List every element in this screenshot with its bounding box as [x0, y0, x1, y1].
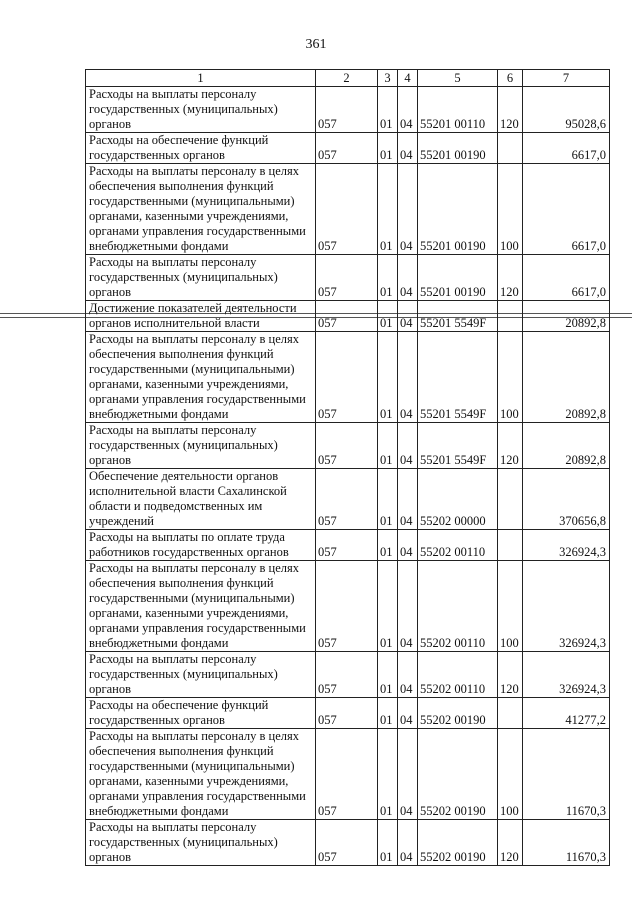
row-expense-type-code: 120 [498, 87, 523, 133]
row-amount: 326924,3 [523, 530, 610, 561]
row-target-article-code: 55201 00190 [418, 164, 498, 255]
row-section-code: 01 [378, 423, 398, 469]
row-target-article-code: 55201 5549F [418, 301, 498, 332]
row-expense-type-code: 120 [498, 423, 523, 469]
table-row [86, 469, 610, 530]
row-expense-type-code: 120 [498, 652, 523, 698]
table-row [86, 423, 610, 469]
row-department-code: 057 [316, 87, 378, 133]
column-header: 3 [378, 70, 398, 87]
row-name: Расходы на выплаты персоналу в целях обеспечения выполнения функций государственными (муниципальными) органами, казенными учреждениями, органами управления государственными внебюджетными фондами [86, 332, 316, 423]
row-department-code: 057 [316, 133, 378, 164]
row-subsection-code: 04 [398, 332, 418, 423]
row-target-article-code: 55201 5549F [418, 332, 498, 423]
table-row [86, 255, 610, 301]
row-amount: 20892,8 [523, 301, 610, 332]
table-row [86, 652, 610, 698]
row-name: Расходы на выплаты персоналу в целях обеспечения выполнения функций государственными (муниципальными) органами, казенными учреждениями, органами управления государственными внебюджетными фондами [86, 164, 316, 255]
row-section-code: 01 [378, 729, 398, 820]
row-department-code: 057 [316, 820, 378, 866]
column-header: 1 [86, 70, 316, 87]
row-section-code: 01 [378, 301, 398, 332]
row-subsection-code: 04 [398, 469, 418, 530]
budget-table [85, 69, 610, 866]
row-expense-type-code: 120 [498, 255, 523, 301]
row-name: Расходы на выплаты персоналу государственных (муниципальных) органов [86, 652, 316, 698]
column-header: 4 [398, 70, 418, 87]
table-row [86, 729, 610, 820]
row-amount: 95028,6 [523, 87, 610, 133]
row-target-article-code: 55202 00000 [418, 469, 498, 530]
row-department-code: 057 [316, 301, 378, 332]
table-row [86, 164, 610, 255]
column-header: 6 [498, 70, 523, 87]
row-subsection-code: 04 [398, 561, 418, 652]
table-row [86, 698, 610, 729]
row-target-article-code: 55202 00110 [418, 561, 498, 652]
row-subsection-code: 04 [398, 820, 418, 866]
row-amount: 6617,0 [523, 255, 610, 301]
row-name: Расходы на обеспечение функций государственных органов [86, 698, 316, 729]
table-row [86, 332, 610, 423]
row-subsection-code: 04 [398, 729, 418, 820]
row-name: Расходы на выплаты персоналу государственных (муниципальных) органов [86, 423, 316, 469]
row-department-code: 057 [316, 530, 378, 561]
row-amount: 6617,0 [523, 133, 610, 164]
row-section-code: 01 [378, 698, 398, 729]
row-department-code: 057 [316, 698, 378, 729]
row-department-code: 057 [316, 255, 378, 301]
row-target-article-code: 55201 00190 [418, 133, 498, 164]
row-expense-type-code [498, 133, 523, 164]
row-amount: 20892,8 [523, 423, 610, 469]
row-subsection-code: 04 [398, 164, 418, 255]
row-section-code: 01 [378, 530, 398, 561]
row-target-article-code: 55202 00110 [418, 652, 498, 698]
row-target-article-code: 55202 00190 [418, 698, 498, 729]
row-amount: 370656,8 [523, 469, 610, 530]
row-section-code: 01 [378, 820, 398, 866]
row-section-code: 01 [378, 652, 398, 698]
row-subsection-code: 04 [398, 133, 418, 164]
row-target-article-code: 55202 00110 [418, 530, 498, 561]
row-section-code: 01 [378, 332, 398, 423]
row-expense-type-code: 100 [498, 164, 523, 255]
row-subsection-code: 04 [398, 530, 418, 561]
row-subsection-code: 04 [398, 698, 418, 729]
row-target-article-code: 55201 5549F [418, 423, 498, 469]
row-section-code: 01 [378, 133, 398, 164]
column-header: 7 [523, 70, 610, 87]
row-section-code: 01 [378, 164, 398, 255]
row-name: Обеспечение деятельности органов исполнительной власти Сахалинской области и подведомственных им учреждений [86, 469, 316, 530]
row-expense-type-code: 100 [498, 332, 523, 423]
row-subsection-code: 04 [398, 652, 418, 698]
row-amount: 20892,8 [523, 332, 610, 423]
column-header-row [86, 70, 610, 87]
row-name: Расходы на выплаты персоналу в целях обеспечения выполнения функций государственными (муниципальными) органами, казенными учреждениями, органами управления государственными внебюджетными фондами [86, 729, 316, 820]
row-expense-type-code [498, 530, 523, 561]
row-subsection-code: 04 [398, 301, 418, 332]
row-subsection-code: 04 [398, 255, 418, 301]
row-department-code: 057 [316, 561, 378, 652]
table-row [86, 820, 610, 866]
column-header: 5 [418, 70, 498, 87]
row-name: Расходы на выплаты персоналу государственных (муниципальных) органов [86, 87, 316, 133]
row-department-code: 057 [316, 423, 378, 469]
row-target-article-code: 55201 00110 [418, 87, 498, 133]
row-target-article-code: 55202 00190 [418, 820, 498, 866]
row-target-article-code: 55201 00190 [418, 255, 498, 301]
row-amount: 41277,2 [523, 698, 610, 729]
row-amount: 11670,3 [523, 729, 610, 820]
row-name: Расходы на выплаты персоналу государственных (муниципальных) органов [86, 255, 316, 301]
column-header: 2 [316, 70, 378, 87]
row-expense-type-code [498, 469, 523, 530]
row-section-code: 01 [378, 87, 398, 133]
row-department-code: 057 [316, 469, 378, 530]
row-name: Расходы на выплаты по оплате труда работников государственных органов [86, 530, 316, 561]
row-section-code: 01 [378, 255, 398, 301]
row-name: Расходы на выплаты персоналу в целях обеспечения выполнения функций государственными (муниципальными) органами, казенными учреждениями, органами управления государственными внебюджетными фондами [86, 561, 316, 652]
table-row [86, 530, 610, 561]
row-section-code: 01 [378, 561, 398, 652]
row-subsection-code: 04 [398, 87, 418, 133]
row-expense-type-code: 120 [498, 820, 523, 866]
row-subsection-code: 04 [398, 423, 418, 469]
table-row [86, 301, 610, 332]
row-target-article-code: 55202 00190 [418, 729, 498, 820]
row-amount: 326924,3 [523, 561, 610, 652]
row-expense-type-code [498, 301, 523, 332]
row-name: Расходы на обеспечение функций государственных органов [86, 133, 316, 164]
row-expense-type-code: 100 [498, 561, 523, 652]
row-name: Расходы на выплаты персоналу государственных (муниципальных) органов [86, 820, 316, 866]
row-department-code: 057 [316, 164, 378, 255]
page-number: 361 [305, 37, 327, 52]
table-row [86, 561, 610, 652]
row-amount: 6617,0 [523, 164, 610, 255]
row-amount: 326924,3 [523, 652, 610, 698]
row-expense-type-code: 100 [498, 729, 523, 820]
table-row [86, 133, 610, 164]
row-section-code: 01 [378, 469, 398, 530]
row-department-code: 057 [316, 729, 378, 820]
row-department-code: 057 [316, 652, 378, 698]
row-expense-type-code [498, 698, 523, 729]
table-row [86, 87, 610, 133]
row-name: Достижение показателей деятельности органов исполнительной власти [86, 301, 316, 332]
row-amount: 11670,3 [523, 820, 610, 866]
row-department-code: 057 [316, 332, 378, 423]
